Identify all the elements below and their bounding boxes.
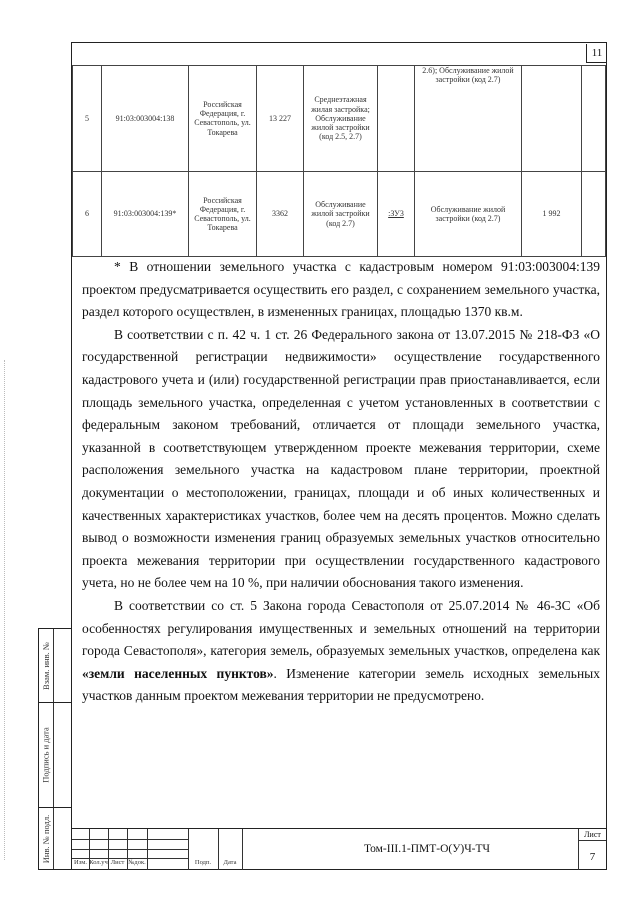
sheet-label: Лист	[584, 830, 601, 839]
label-replace-inv: Взам. инв. №	[41, 641, 51, 690]
label-sign: Подп.	[194, 859, 212, 866]
cell-use-before: Среднеэтажная жилая застройка; Обслуживание жилой застройки (код 2.5, 2.7)	[304, 66, 378, 172]
cell-address: Российская Федерация, г. Севастополь, ул. Токарева	[189, 171, 257, 256]
cell-area-after	[522, 66, 582, 172]
label-kol-uch: Кол.уч	[89, 859, 108, 866]
label-doc-num: №док.	[128, 859, 146, 866]
cell-empty	[582, 66, 606, 172]
title-block	[72, 828, 606, 870]
document-code: Том-III.1-ПМТ-О(У)Ч-ТЧ	[363, 843, 491, 855]
cell-use-before: Обслуживание жилой застройки (код 2.7)	[304, 171, 378, 256]
paragraph-text: . Изменение категории земель исходных земельных участков данным проектом межевания территории не предусмотрено.	[82, 665, 600, 704]
label-date: Дата	[223, 859, 237, 866]
cell-area-after: 1 992	[522, 171, 582, 256]
table-row	[73, 66, 606, 172]
cell-area: 3362	[257, 171, 304, 256]
footnote-paragraph: * В отношении земельного участка с кадастровым номером 91:03:003004:139 проектом предусматривается осуществить его раздел, с сохранением земельного участка, раздел которого осуществлен, в измененных границах, площадью 1370 кв.м.	[82, 259, 600, 320]
category-paragraph	[82, 595, 600, 708]
table-row	[73, 171, 606, 256]
cell-zone: :ЗУ3	[378, 171, 415, 256]
label-sign-date: Подпись и дата	[41, 726, 52, 783]
page-mark: 11	[586, 44, 607, 63]
label-izm: Изм.	[74, 859, 87, 866]
cell-cadastral: 91:03:003004:139*	[102, 171, 189, 256]
approval-margin	[38, 628, 71, 870]
scan-dotted-edge	[4, 360, 6, 860]
cell-area: 13 227	[257, 66, 304, 172]
cell-address: Российская Федерация, г. Севастополь, ул. Токарева	[189, 66, 257, 172]
cell-empty	[582, 171, 606, 256]
land-plots-table	[72, 65, 606, 257]
cell-use-after: 2.6); Обслуживание жилой застройки (код 2.7)	[415, 66, 522, 172]
paragraph-text: В соответствии со ст. 5 Закона города Севастополя от 25.07.2014 № 46-ЗС «Об особенностях регулирования имущественных и земельных отношений на территории города Севастополя», категория земель, образуемых земельных участков, определена как	[82, 597, 600, 659]
cell-num: 5	[73, 66, 102, 172]
cell-cadastral: 91:03:003004:138	[102, 66, 189, 172]
label-list: Лист	[110, 859, 125, 866]
body-text	[82, 256, 600, 708]
label-inv-orig: Инв. № подл.	[41, 814, 51, 864]
cell-use-after: Обслуживание жилой застройки (код 2.7)	[415, 171, 522, 256]
cell-zone	[378, 66, 415, 172]
sheet-number: 7	[589, 851, 596, 863]
land-category: «земли населенных пунктов»	[82, 665, 274, 681]
law-paragraph: В соответствии с п. 42 ч. 1 ст. 26 Федерального закона от 13.07.2015 № 218-ФЗ «О государственной регистрации недвижимости» осуществление государственного кадастрового учета и (или) государственной регистрации прав приостанавливается, если площадь земельного участка, определенная с учетом установленных в соответствии с федеральным законом требований, отличается от площади земельного участка, указанной в соответствующем утвержденном проекте межевания территории, схеме расположения земельного участка на кадастровом плане территории, проектной документации о местоположении, границах, площади и об иных количественных и качественных характеристиках участков, более чем на десять процентов. Можно сделать вывод о возможности изменения границ образуемых земельных участков относительно проекта межевания территории при осуществлении государственного кадастрового учета, но не более чем на 10 %, при наличии обоснования такого изменения.	[82, 326, 600, 591]
cell-num: 6	[73, 171, 102, 256]
